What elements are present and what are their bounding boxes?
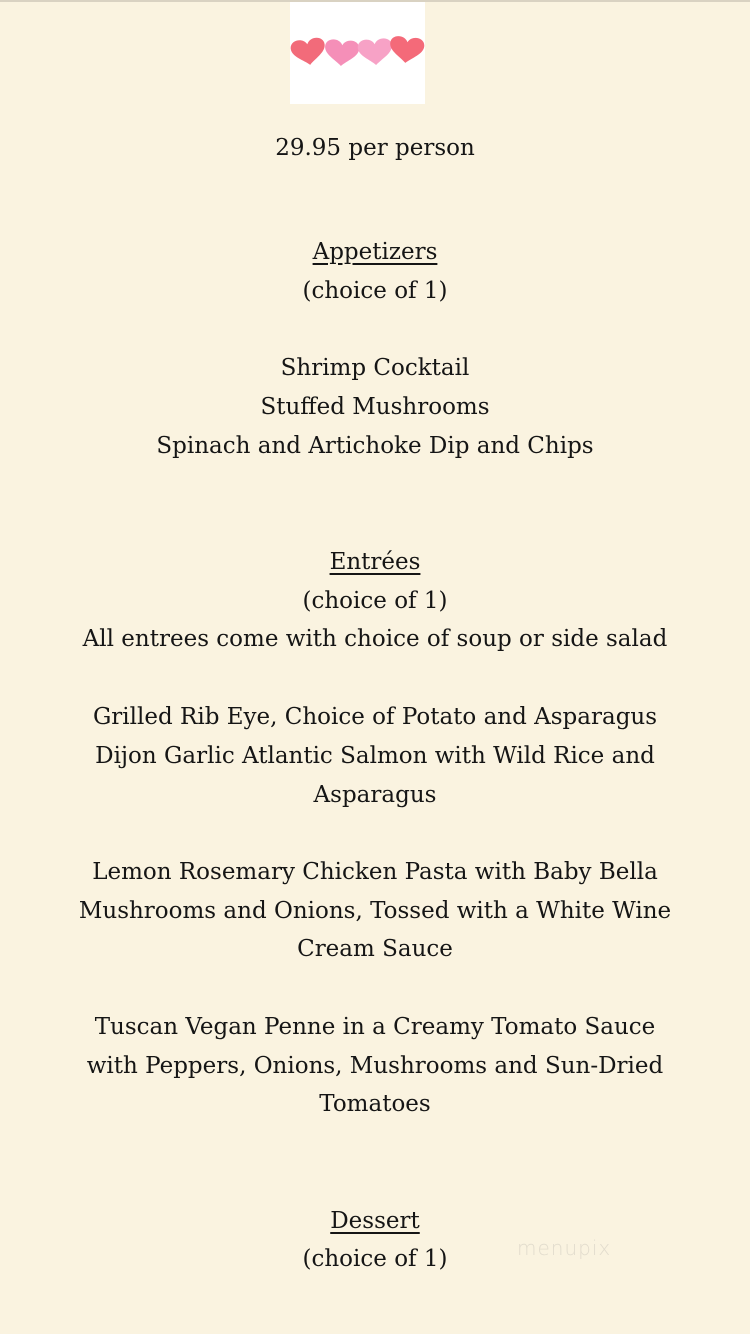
dessert-heading: Dessert — [330, 1208, 420, 1234]
entree-item-line: Tomatoes — [319, 1091, 431, 1117]
heart-1 — [290, 37, 327, 67]
hearts-image — [290, 2, 425, 104]
dessert-choice-note: (choice of 1) — [302, 1246, 448, 1272]
appetizer-item: Spinach and Artichoke Dip and Chips — [156, 433, 594, 459]
entree-item-line: Cream Sauce — [297, 936, 453, 962]
price-per-person: 29.95 per person — [275, 135, 475, 161]
entree-item-line: Grilled Rib Eye, Choice of Potato and Asparagus — [92, 704, 658, 730]
entree-item-line: with Peppers, Onions, Mushrooms and Sun-Dried — [86, 1053, 664, 1079]
menupix-watermark: menupix — [517, 1236, 612, 1260]
entree-item-line: Mushrooms and Onions, Tossed with a White Wine — [78, 898, 672, 924]
entree-item-line: Tuscan Vegan Penne in a Creamy Tomato Sauce — [94, 1014, 656, 1040]
entree-item-line: Dijon Garlic Atlantic Salmon with Wild Rice and — [95, 743, 655, 769]
entree-item-line: Asparagus — [313, 782, 437, 808]
heart-4 — [388, 35, 425, 64]
appetizers-choice-note: (choice of 1) — [302, 278, 448, 304]
appetizer-item: Stuffed Mushrooms — [260, 394, 490, 420]
entrees-heading: Entrées — [329, 549, 421, 575]
entrees-side-note: All entrees come with choice of soup or side salad — [82, 626, 668, 652]
entrees-choice-note: (choice of 1) — [302, 588, 448, 614]
appetizers-heading: Appetizers — [312, 239, 438, 265]
hearts-icon — [290, 2, 425, 104]
heart-2 — [324, 39, 360, 67]
appetizer-item: Shrimp Cocktail — [280, 355, 470, 381]
heart-3 — [357, 38, 393, 66]
entree-item-line: Lemon Rosemary Chicken Pasta with Baby Bella — [92, 859, 658, 885]
